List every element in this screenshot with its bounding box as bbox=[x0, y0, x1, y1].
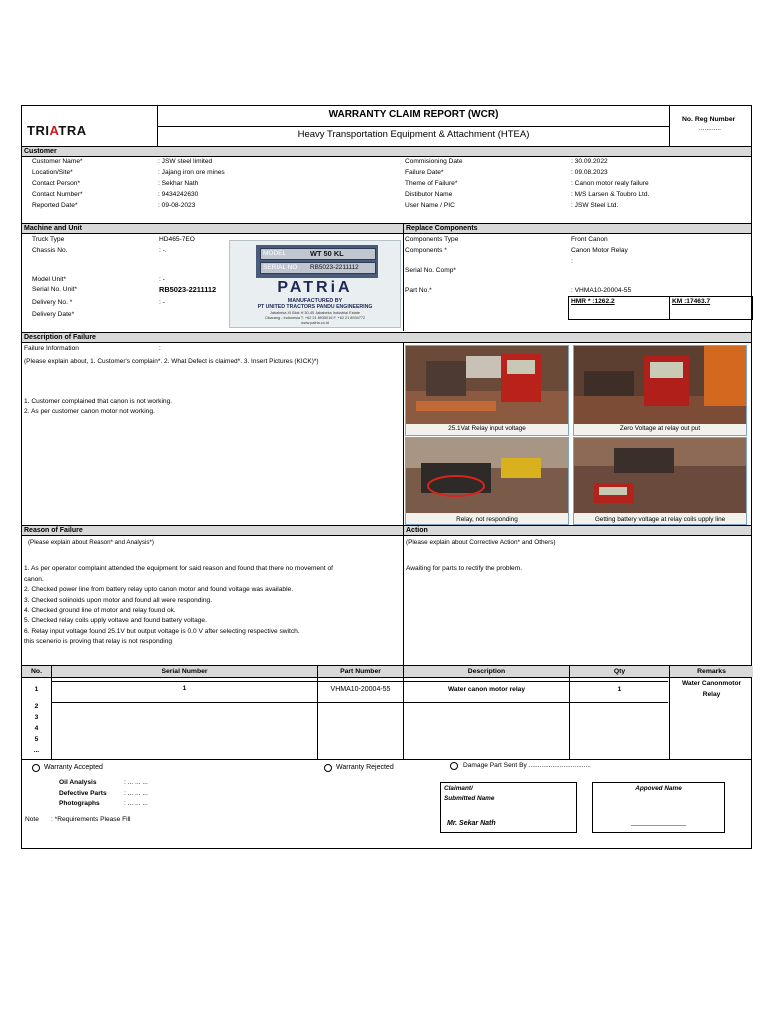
reason-instruction: (Please explain about Reason* and Analysis*) bbox=[28, 539, 154, 546]
approved-signature-line: _______________ bbox=[630, 819, 686, 826]
user-name-value: : JSW Steel Ltd. bbox=[571, 202, 619, 209]
serial-comp-label: Serial No. Comp* bbox=[405, 267, 456, 274]
commisioning-date-label: Commisioning Date bbox=[405, 158, 463, 165]
commisioning-date-value: : 30.09.2022 bbox=[571, 158, 608, 165]
reason-line-3: 2. Checked power line from battery relay upto canon motor and found voltage was available. bbox=[24, 586, 294, 593]
reg-number-value: ............ bbox=[699, 125, 721, 132]
delivery-no-value: : - bbox=[159, 299, 165, 306]
approved-label: Appoved Name bbox=[635, 785, 682, 792]
plate-model-label: MODEL bbox=[263, 250, 287, 257]
reason-line-2: canon. bbox=[24, 576, 44, 583]
theme-of-failure-label: Theme of Failure* bbox=[405, 180, 458, 187]
plate-company: PT UNITED TRACTORS PANDU ENGINEERING bbox=[257, 304, 373, 310]
distributor-label: Distibutor Name bbox=[405, 191, 453, 198]
row-no-more: ... bbox=[33, 747, 40, 754]
reported-date-value: : 09-08-2023 bbox=[158, 202, 196, 209]
action-text: Awaiting for parts to rectify the problem. bbox=[406, 565, 523, 572]
plate-manufactured-by: MANUFACTURED BY bbox=[287, 298, 343, 304]
components-type-label: Components Type bbox=[405, 236, 459, 243]
row-no-5: 5 bbox=[34, 736, 39, 743]
row-no-2: 2 bbox=[34, 703, 39, 710]
report-subtitle: Heavy Transportation Equipment & Attachment (HTEA) bbox=[297, 129, 530, 140]
components-value: Canon Motor Relay bbox=[571, 247, 628, 254]
model-unit-value: : - bbox=[159, 276, 165, 283]
location-value: : Jajang iron ore mines bbox=[158, 169, 225, 176]
contact-person-label: Contact Person* bbox=[32, 180, 81, 187]
col-header-no: No. bbox=[22, 666, 51, 677]
part-no-value: : VHMA10-20004-55 bbox=[571, 287, 632, 294]
action-instruction: (Please explain about Corrective Action* and Others) bbox=[406, 539, 556, 546]
defective-parts-value: : ... ... ... bbox=[124, 790, 148, 797]
km-value: KM :17463.7 bbox=[672, 298, 711, 305]
reason-line-7: 6. Relay input voltage found 25.1V but output voltage is 0.0 V after selecting respective switch. bbox=[24, 628, 300, 635]
photo-caption-1: 25.1Vat Relay input voltage bbox=[448, 425, 526, 432]
triatra-logo: TRIATRA bbox=[27, 123, 87, 138]
defective-parts-label: Defective Parts bbox=[59, 790, 107, 797]
plate-brand: PATRiA bbox=[277, 279, 353, 296]
failure-line-2: 2. As per customer canon motor not working. bbox=[24, 408, 155, 415]
plate-address: Jababeka XI Blok H 30-40 Jababeka Industrial Estate bbox=[270, 311, 360, 315]
chassis-value: : -. bbox=[159, 247, 167, 254]
user-name-label: User Name / PIC bbox=[405, 202, 455, 209]
note-label: Note bbox=[25, 816, 39, 823]
claimant-label-2: Submitted Name bbox=[444, 795, 495, 802]
failure-date-value: : 09.08.2023 bbox=[571, 169, 608, 176]
contact-number-value: : 9434242630 bbox=[158, 191, 199, 198]
contact-number-label: Contact Number* bbox=[32, 191, 83, 198]
row1-remarks-line-2: Relay bbox=[702, 691, 721, 698]
report-title: WARRANTY CLAIM REPORT (WCR) bbox=[328, 109, 499, 120]
col-header-remarks: Remarks bbox=[670, 666, 753, 677]
warranty-rejected-label: Warranty Rejected bbox=[336, 764, 394, 771]
plate-address-2: Cikarang - Indonesia T. +62 21 8935016 F. +62 21 8934772 bbox=[264, 316, 366, 320]
reason-line-5: 4. Checked ground line of motor and relay found ok. bbox=[24, 607, 176, 614]
photographs-label: Photographs bbox=[59, 800, 100, 807]
failure-date-label: Failure Date* bbox=[405, 169, 444, 176]
section-machine-replace: Machine and Unit Replace Components bbox=[22, 223, 751, 234]
location-label: Location/Site* bbox=[32, 169, 73, 176]
customer-name-label: Customer Name* bbox=[32, 158, 83, 165]
row-no-4: 4 bbox=[34, 725, 39, 732]
reason-line-1: 1. As per operator complaint attended the equipment for said reason and found that there no movement of bbox=[24, 565, 334, 572]
row1-remarks-line-1: Water Canonmotor bbox=[681, 680, 742, 687]
photo-relay-input-voltage bbox=[405, 345, 569, 436]
oil-analysis-label: Oil Analysis bbox=[59, 779, 97, 786]
customer-name-value: : JSW steel limited bbox=[158, 158, 213, 165]
row1-serial: 1 bbox=[182, 685, 187, 692]
plate-serial-value: RB5023-2211112 bbox=[310, 264, 359, 271]
plate-model-value: WT 50 KL bbox=[310, 249, 344, 258]
reported-date-label: Reported Date* bbox=[32, 202, 78, 209]
col-header-description: Description bbox=[404, 666, 569, 677]
row1-part-number: VHMA10-20004-55 bbox=[330, 686, 391, 693]
delivery-no-label: Delivery No. * bbox=[32, 299, 73, 306]
failure-line-1: 1. Customer complained that canon is not working. bbox=[24, 398, 173, 405]
chassis-label: Chassis No. bbox=[32, 247, 68, 254]
part-no-label: Part No.* bbox=[405, 287, 432, 294]
col-header-qty: Qty bbox=[570, 666, 669, 677]
model-unit-label: Model Unit* bbox=[32, 276, 67, 283]
warranty-accepted-label: Warranty Accepted bbox=[44, 764, 103, 771]
photo-coil-supply-voltage bbox=[573, 437, 747, 525]
photo-caption-2: Zero Voltage at relay out put bbox=[619, 425, 701, 432]
section-customer: Customer bbox=[22, 146, 751, 157]
components-label: Components * bbox=[405, 247, 447, 254]
warranty-accepted-radio[interactable] bbox=[32, 764, 40, 772]
photo-relay-not-responding bbox=[405, 437, 569, 525]
col-header-part: Part Number bbox=[318, 666, 403, 677]
reason-line-6: 5. Checked relay coils upply voltave and found battery voltage. bbox=[24, 617, 207, 624]
truck-type-label: Truck Type bbox=[32, 236, 65, 243]
photo-zero-voltage bbox=[573, 345, 747, 436]
serial-unit-label: Serial No. Unit* bbox=[32, 286, 78, 293]
row1-qty: 1 bbox=[617, 686, 622, 693]
theme-of-failure-value: : Canon motor realy failure bbox=[571, 180, 649, 187]
damage-part-radio[interactable] bbox=[450, 762, 458, 770]
truck-type-value: HD465-7EO bbox=[159, 236, 195, 243]
row1-description: Water canon motor relay bbox=[447, 686, 526, 693]
damage-part-label: Damage Part Sent By .................................. bbox=[463, 762, 591, 769]
reg-number-label: No. Reg Number bbox=[682, 116, 736, 123]
warranty-claim-form bbox=[21, 105, 752, 849]
row-no-3: 3 bbox=[34, 714, 39, 721]
photographs-value: : ... ... ... bbox=[124, 800, 148, 807]
oil-analysis-value: : ... ... ... bbox=[124, 779, 148, 786]
unit-nameplate-photo bbox=[229, 240, 401, 328]
delivery-date-label: Delivery Date* bbox=[32, 311, 75, 318]
section-description-of-failure: Description of Failure bbox=[22, 332, 751, 343]
distributor-value: : M/S Larsen & Toubro Ltd. bbox=[571, 191, 650, 198]
section-reason-action: Reason of Failure Action bbox=[22, 525, 751, 536]
serial-unit-value: RB5023-2211112 bbox=[159, 285, 217, 294]
components-extra-value: : bbox=[571, 258, 573, 265]
failure-information-colon: : bbox=[159, 345, 161, 352]
claimant-name: Mr. Sekar Nath bbox=[447, 820, 496, 827]
claimant-label-1: Claimant/ bbox=[444, 785, 473, 792]
warranty-rejected-radio[interactable] bbox=[324, 764, 332, 772]
hmr-value: HMR * :1262.2 bbox=[571, 298, 615, 305]
photo-caption-4: Getting battery voltage at relay coils upply line bbox=[594, 516, 726, 523]
row-no-1: 1 bbox=[34, 686, 39, 693]
components-type-value: Front Canon bbox=[571, 236, 608, 243]
plate-serial-label: SERIAL NO bbox=[263, 264, 298, 271]
note-value: : *Requirements Please Fill bbox=[51, 816, 131, 823]
failure-instruction: (Please explain about, 1. Customer's complain*. 2. What Defect is claimed*. 3. Insert Pictures (KICK)*) bbox=[24, 358, 319, 365]
contact-person-value: : Sekhar Nath bbox=[158, 180, 199, 187]
failure-information-label: Failure Information bbox=[24, 345, 79, 352]
photo-caption-3: Relay, not responding bbox=[456, 516, 518, 523]
col-header-serial: Serial Number bbox=[52, 666, 317, 677]
plate-web: www.patria.co.id bbox=[301, 321, 329, 325]
reason-line-4: 3. Checked solinoids upon motor and found all were responding. bbox=[24, 597, 213, 604]
reason-line-8: this scenerio is proving that relay is not responding bbox=[24, 638, 173, 645]
